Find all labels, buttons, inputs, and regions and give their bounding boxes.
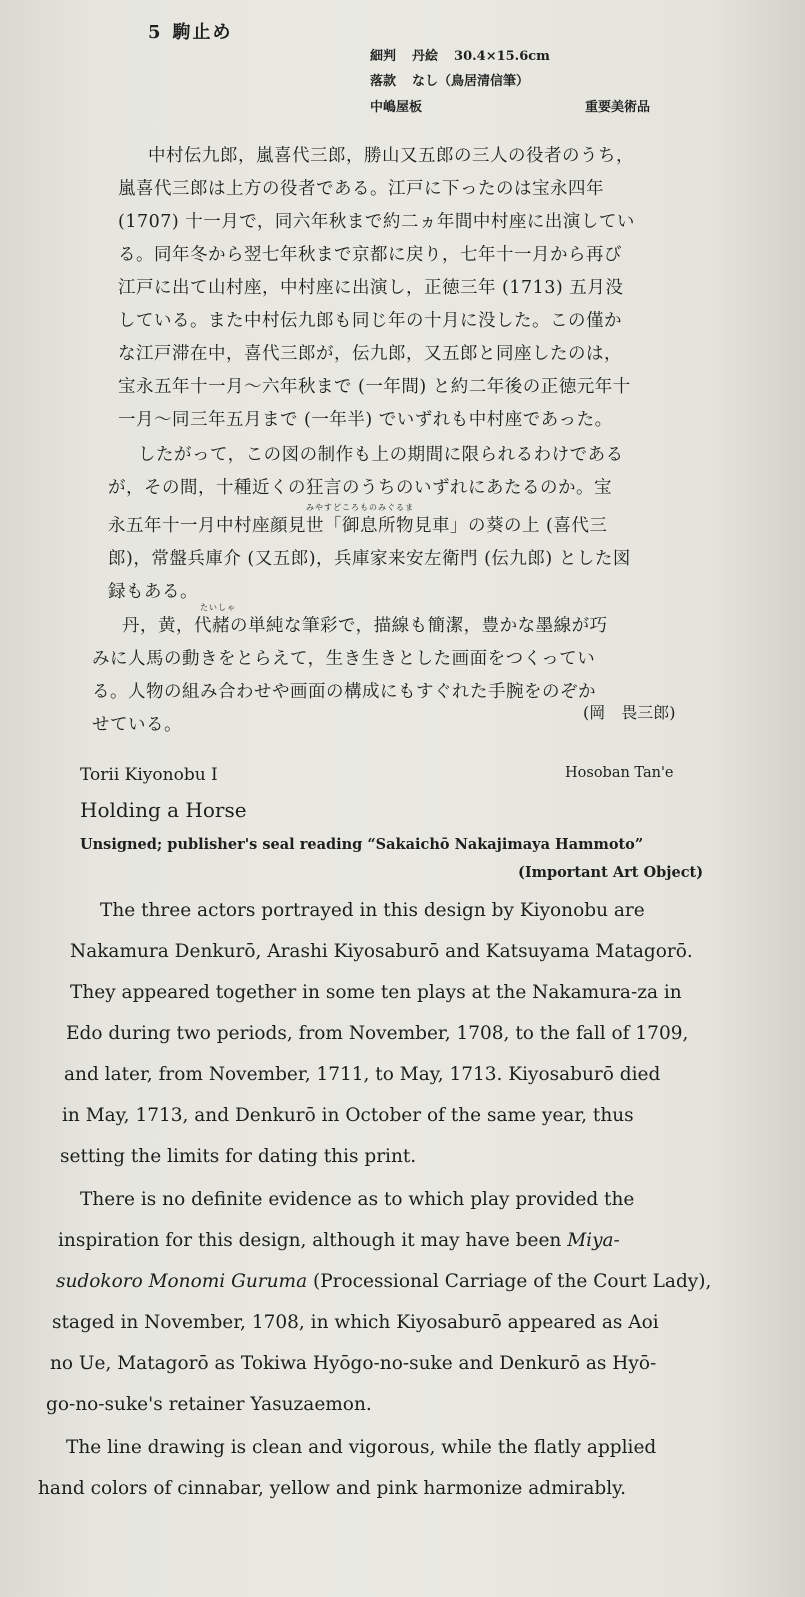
jp-line: 丹，黄，代赭の単純な筆彩で，描線も簡潔，豊かな墨線が巧 bbox=[122, 616, 608, 636]
en-line: inspiration for this design, although it may have been Miya- bbox=[58, 1230, 620, 1251]
play-title-part: sudokoro Monomi Guruma bbox=[56, 1271, 308, 1292]
entry-number: 5 bbox=[148, 22, 163, 43]
en-artist: Torii Kiyonobu I bbox=[80, 765, 218, 785]
ruby-play-title: みやすどころものみぐるま bbox=[306, 503, 414, 512]
jp-line: る。同年冬から翌七年秋まで京都に戻り，七年十一月から再び bbox=[118, 245, 622, 265]
jp-line: したがって，この図の制作も上の期間に限られるわけである bbox=[138, 445, 624, 465]
en-format: Hosoban Tan'e bbox=[565, 765, 674, 781]
jp-author: (岡 畏三郎) bbox=[583, 703, 676, 722]
en-line: They appeared together in some ten plays at the Nakamura-za in bbox=[70, 982, 682, 1003]
en-line: no Ue, Matagorō as Tokiwa Hyōgo-no-suke and Denkurō as Hyō- bbox=[50, 1353, 657, 1374]
en-line: Edo during two periods, from November, 1708, to the fall of 1709, bbox=[66, 1023, 689, 1044]
en-line: The line drawing is clean and vigorous, while the flatly applied bbox=[66, 1437, 657, 1458]
ruby-taisha: たいしゃ bbox=[200, 603, 236, 612]
jp-line: 一月～同三年五月まで (一年半) でいずれも中村座であった。 bbox=[118, 410, 613, 430]
en-line: setting the limits for dating this print. bbox=[60, 1146, 417, 1167]
en-line: hand colors of cinnabar, yellow and pink harmonize admirably. bbox=[38, 1478, 627, 1499]
jp-line: な江戸滞在中，喜代三郎が，伝九郎，又五郎と同座したのは， bbox=[118, 344, 622, 364]
jp-meta-signature: 落款 なし（鳥居清信筆） bbox=[370, 74, 530, 89]
en-line: go-no-suke's retainer Yasuzaemon. bbox=[46, 1394, 372, 1415]
en-line: The three actors portrayed in this design by Kiyonobu are bbox=[100, 900, 645, 921]
jp-line: せている。 bbox=[92, 715, 182, 735]
jp-line: 嵐喜代三郎は上方の役者である。江戸に下ったのは宝永四年 bbox=[118, 179, 604, 199]
jp-designation: 重要美術品 bbox=[585, 100, 651, 115]
en-line: in May, 1713, and Denkurō in October of the same year, thus bbox=[62, 1105, 634, 1126]
jp-line: 江戸に出て山村座，中村座に出演し，正徳三年 (1713) 五月没 bbox=[118, 278, 624, 298]
en-importance: (Important Art Object) bbox=[518, 864, 704, 881]
jp-line: している。また中村伝九郎も同じ年の十月に没した。この僅か bbox=[118, 311, 622, 331]
en-seal: Unsigned; publisher's seal reading “Sakaichō Nakajimaya Hammoto” bbox=[80, 836, 644, 853]
jp-meta-format: 細判 丹絵 30.4×15.6cm bbox=[370, 49, 550, 64]
jp-line: 永五年十一月中村座顔見世「御息所物見車」の葵の上 (喜代三 bbox=[108, 516, 608, 536]
play-title-part: Miya- bbox=[567, 1230, 620, 1251]
en-line: There is no definite evidence as to which play provided the bbox=[80, 1189, 635, 1210]
jp-line: 録もある。 bbox=[108, 582, 198, 602]
jp-title: 駒止め bbox=[172, 22, 233, 43]
jp-line: (1707) 十一月で，同六年秋まで約二ヵ年間中村座に出演してい bbox=[118, 212, 635, 232]
jp-line: る。人物の組み合わせや画面の構成にもすぐれた手腕をのぞか bbox=[92, 682, 596, 702]
jp-line: 郎)，常盤兵庫介 (又五郎)，兵庫家来安左衛門 (伝九郎) とした図 bbox=[108, 549, 631, 569]
jp-line: 中村伝九郎，嵐喜代三郎，勝山又五郎の三人の役者のうち， bbox=[148, 146, 634, 166]
jp-heading bbox=[148, 18, 233, 44]
en-line: Nakamura Denkurō, Arashi Kiyosaburō and Katsuyama Matagorō. bbox=[70, 941, 693, 962]
en-title: Holding a Horse bbox=[80, 798, 247, 822]
en-line: and later, from November, 1711, to May, 1713. Kiyosaburō died bbox=[64, 1064, 661, 1085]
jp-line: 宝永五年十一月～六年秋まで (一年間) と約二年後の正徳元年十 bbox=[118, 377, 631, 397]
en-line: sudokoro Monomi Guruma (Processional Carriage of the Court Lady), bbox=[56, 1271, 712, 1292]
en-line: staged in November, 1708, in which Kiyosaburō appeared as Aoi bbox=[52, 1312, 659, 1333]
jp-line: みに人馬の動きをとらえて，生き生きとした画面をつくってい bbox=[92, 649, 596, 669]
jp-meta-publisher: 中嶋屋板 bbox=[370, 100, 423, 115]
jp-line: が，その間，十種近くの狂言のうちのいずれにあたるのか。宝 bbox=[108, 478, 612, 498]
